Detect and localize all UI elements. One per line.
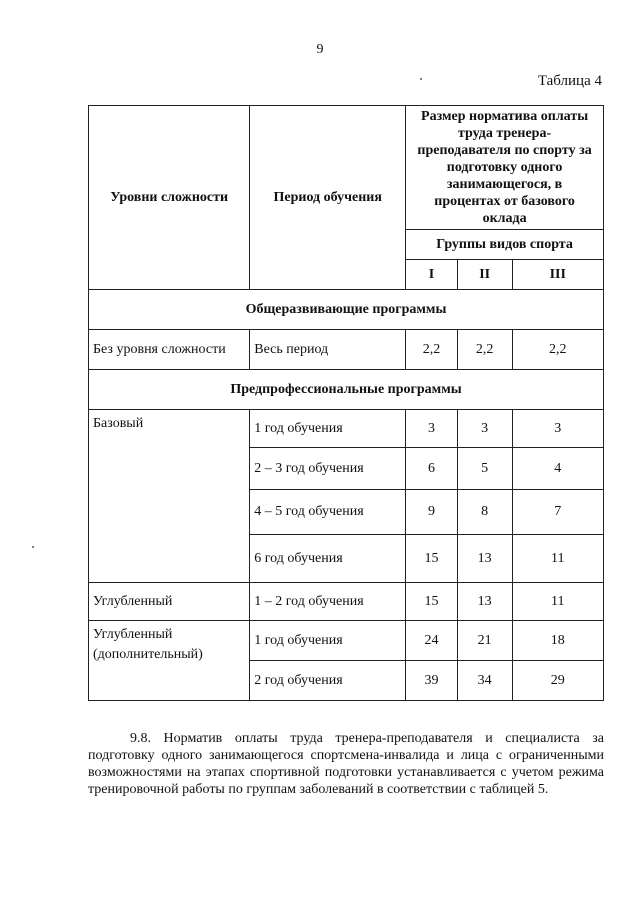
cell-value: 13 [457, 583, 512, 621]
page-number: 9 [316, 42, 324, 57]
cell-value: 39 [406, 661, 458, 701]
header-level: Уровни сложности [89, 106, 250, 290]
header-group-2: II [457, 260, 512, 290]
cell-value: 24 [406, 621, 458, 661]
cell-value: 15 [406, 583, 458, 621]
header-period: Период обучения [250, 106, 406, 290]
header-sport-groups: Группы видов спорта [406, 230, 604, 260]
table-row [89, 330, 604, 370]
cell-value: 9 [406, 490, 458, 535]
cell-value: 3 [406, 410, 458, 448]
cell-level: Углубленный [89, 583, 250, 621]
cell-period: 1 год обучения [250, 621, 406, 661]
cell-value: 5 [457, 448, 512, 490]
cell-value: 7 [512, 490, 603, 535]
cell-value: 18 [512, 621, 603, 661]
cell-value: 3 [457, 410, 512, 448]
table-label: Таблица 4 [537, 73, 602, 89]
cell-value: 11 [512, 583, 603, 621]
paragraph-9-8: 9.8. Норматив оплаты труда тренера-преподавателя и специалиста за подготовку одного занимающегося спортсмена-инвалида и лица с ограниченными возможностями на этапах спортивной подготовки устанавливается с учетом режима тренировочной работы по группам заболеваний в соответствии с таблицей 5. [88, 731, 604, 797]
cell-value: 6 [406, 448, 458, 490]
cell-value: 3 [512, 410, 603, 448]
cell-value: 21 [457, 621, 512, 661]
cell-value: 15 [406, 535, 458, 583]
cell-value: 29 [512, 661, 603, 701]
cell-period: 1 – 2 год обучения [250, 583, 406, 621]
norms-table [88, 105, 604, 701]
header-group-1: I [406, 260, 458, 290]
table-row [89, 583, 604, 621]
scan-speck [32, 546, 34, 548]
section-general: Общеразвивающие программы [89, 290, 604, 330]
cell-value: 2,2 [406, 330, 458, 370]
cell-period: 2 год обучения [250, 661, 406, 701]
table-row [89, 621, 604, 661]
cell-value: 2,2 [512, 330, 603, 370]
section-preprof: Предпрофессиональные программы [89, 370, 604, 410]
cell-value: 34 [457, 661, 512, 701]
cell-value: 11 [512, 535, 603, 583]
cell-period: 2 – 3 год обучения [250, 448, 406, 490]
cell-value: 8 [457, 490, 512, 535]
cell-level: Базовый [89, 410, 250, 583]
cell-level: Без уровня сложности [89, 330, 250, 370]
table-row [89, 410, 604, 448]
cell-value: 2,2 [457, 330, 512, 370]
cell-value: 4 [512, 448, 603, 490]
cell-period: Весь период [250, 330, 406, 370]
header-norm: Размер норматива оплаты труда тренера-преподавателя по спорту за подготовку одного занимающегося, в процентах от базового оклада [406, 106, 604, 230]
scan-speck [420, 78, 422, 80]
cell-period: 1 год обучения [250, 410, 406, 448]
cell-period: 6 год обучения [250, 535, 406, 583]
header-group-3: III [512, 260, 603, 290]
cell-period: 4 – 5 год обучения [250, 490, 406, 535]
cell-level: Углубленный (дополнительный) [89, 621, 250, 701]
cell-value: 13 [457, 535, 512, 583]
